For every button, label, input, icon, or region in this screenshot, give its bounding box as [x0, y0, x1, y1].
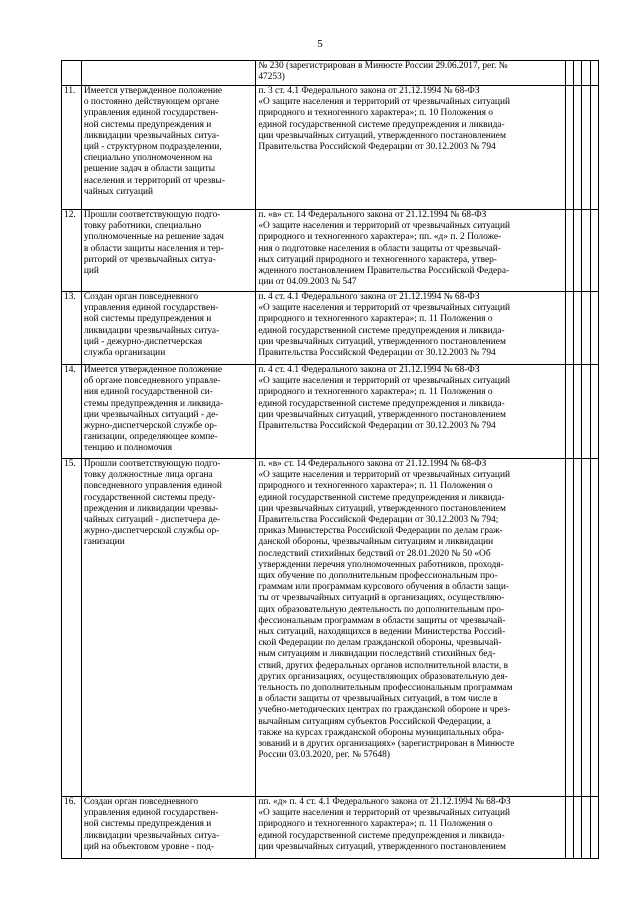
check-column-cell: [573, 292, 581, 365]
check-column-cell: [582, 365, 590, 459]
requirements-table: [61, 60, 599, 859]
check-column-cell: [582, 210, 590, 292]
check-column-cell: [565, 292, 573, 365]
table-row: [62, 210, 599, 292]
check-column-cell: [565, 61, 573, 86]
table-row: [62, 459, 599, 797]
row-number: 14.: [64, 365, 76, 375]
row-number: 13.: [64, 292, 76, 302]
row-number: 15.: [64, 459, 76, 469]
legal-reference-text: пп. «д» п. 4 ст. 4.1 Федерального закона от 21.12.1994 № 68-ФЗ «О защите населения и территорий от чрезвычайных ситуаций природного и техногенного характера»; п. 11 Положения о единой государственной системе предупреждения и ликвида- ции чрезвычайных ситуаций, утвержденного постановлением: [258, 797, 511, 852]
row-number: 16.: [64, 797, 76, 807]
table-row: [62, 797, 599, 859]
row-number: 12.: [64, 210, 76, 220]
check-column-cell: [565, 210, 573, 292]
check-column-cell: [565, 365, 573, 459]
requirement-text: Создан орган повседневного управления единой государствен- ной системы предупреждения и ликвидации чрезвычайных ситуа- ций - дежурно-диспетчерская служба организации: [83, 292, 220, 359]
check-column-cell: [582, 797, 590, 859]
check-column-cell: [565, 459, 573, 797]
row-number: 11.: [64, 86, 76, 96]
check-column-cell: [573, 210, 581, 292]
check-column-cell: [582, 86, 590, 210]
legal-reference-text: п. 4 ст. 4.1 Федерального закона от 21.12.1994 № 68-ФЗ «О защите населения и территорий от чрезвычайных ситуаций природного и техногенного характера»; п. 11 Положения о единой государственной системе предупреждения и ликвида- ции чрезвычайных ситуаций, утвержденного постановлением Правительства Российской Федерации от 30.12.2003 № 794: [258, 365, 510, 432]
check-column-cell: [582, 61, 590, 86]
check-column-cell: [590, 210, 598, 292]
page-number: 5: [317, 38, 323, 50]
legal-reference-text: п. 3 ст. 4.1 Федерального закона от 21.12.1994 № 68-ФЗ «О защите населения и территорий от чрезвычайных ситуаций природного и техногенного характера»; п. 10 Положения о единой государственной системе предупреждения и ликвида- ции чрезвычайных ситуаций, утвержденного постановлением Правительства Российской Федерации от 30.12.2003 № 794: [258, 86, 510, 153]
table-row: [62, 86, 599, 210]
check-column-cell: [590, 797, 598, 859]
check-column-cell: [582, 459, 590, 797]
legal-reference-text: № 230 (зарегистрирован в Минюсте России 29.06.2017, рег. № 47253): [258, 61, 508, 83]
check-column-cell: [573, 86, 581, 210]
check-column-cell: [565, 86, 573, 210]
requirement-text: Прошли соответствующую подго- товку должностные лица органа повседневного управления единой государственной системы преду- преждения и ликвидации чрезвы- чайных ситуаций - диспетчера де- журно-диспетчерской службы ор- ганизации: [83, 459, 222, 548]
table-row: [62, 61, 599, 86]
legal-reference-text: п. 4 ст. 4.1 Федерального закона от 21.12.1994 № 68-ФЗ «О защите населения и территорий от чрезвычайных ситуаций природного и техногенного характера»; п. 11 Положения о единой государственной системе предупреждения и ликвида- ции чрезвычайных ситуаций, утвержденного постановлением Правительства Российской Федерации от 30.12.2003 № 794: [258, 292, 510, 359]
legal-reference-text: п. «в» ст. 14 Федерального закона от 21.12.1994 № 68-ФЗ «О защите населения и территорий от чрезвычайных ситуаций природного и техногенного характера»; п. 11 Положения о единой государственной системе предупреждения и ликвида- ции чрезвычайных ситуаций, утвержденного постановлением Правительства Российской Федерации от 30.12.2003 № 794; приказ Министерства Российской Федерации по делам граж- данской обороны, чрезвычайным ситуациям и ликвидации последствий стихийных бедствий от 28.01.2020 № 50 «Об утверждении перечня уполномоченных работников, проходя- щих обучение по дополнительным профессиональным про- граммам или программам курсового обучения в области защи- ты от чрезвычайных ситуаций в организациях, осуществляю- щих образовательную деятельность по дополнительным про- фессиональным программам в области защиты от чрезвычай- ных ситуаций, находящихся в ведении Министерства Россий- ской Федерации по делам гражданской обороны, чрезвычай- ным ситуациям и ликвидации последствий стихийных бед- ствий, других федеральных органов исполнительной власти, в других организациях, осуществляющих образовательную дея- тельность по дополнительным профессиональным программам в области защиты от чрезвычайных ситуаций, в том числе в учебно-методических центрах по гражданской обороне и чрез- вычайным ситуациям субъектов Российской Федерации, а также на курсах гражданской обороны муниципальных обра- зований и в других организациях» (зарегистрирован в Минюсте России 03.03.2020, рег. № 57648): [258, 459, 515, 761]
check-column-cell: [565, 797, 573, 859]
check-column-cell: [590, 459, 598, 797]
table-row: [62, 365, 599, 459]
requirement-text: Создан орган повседневного управления единой государствен- ной системы предупреждения и ликвидации чрезвычайных ситуа- ций на объектовом уровне - под-: [83, 797, 220, 852]
check-column-cell: [573, 365, 581, 459]
requirement-text: Прошли соответствующую подго- товку работники, специально уполномоченные на решение задач в области защиты населения и тер- риторий от чрезвычайных ситуа- ций: [83, 210, 224, 277]
legal-reference-text: п. «в» ст. 14 Федерального закона от 21.12.1994 № 68-ФЗ «О защите населения и территорий от чрезвычайных ситуаций природного и техногенного характера»; пп. «д» п. 2 Положе- ния о подготовке населения в области защиты от чрезвычай- ных ситуаций природного и техногенного характера, утвер- жденного постановлением Правительства Российской Федера- ции от 04.09.2003 № 547: [258, 210, 510, 288]
check-column-cell: [590, 61, 598, 86]
requirement-text: Имеется утвержденное положение об органе повседневного управле- ния единой государственной си- стемы предупреждения и ликвида- ции чрезвычайных ситуаций - де- журно-диспетчерской службе ор- ганизации, определяющее компе- тенцию и полномочия: [83, 365, 224, 454]
check-column-cell: [590, 86, 598, 210]
requirement-text: Имеется утвержденное положение о постоянно действующем органе управления единой государствен- ной системы предупреждения и ликвидации чрезвычайных ситуа- ций - структурном подразделении, специально уполномоченном на решение задач в области защиты населения и территорий от чрезвы- чайных ситуаций: [83, 86, 225, 197]
table-row: [62, 292, 599, 365]
check-column-cell: [573, 797, 581, 859]
check-column-cell: [573, 61, 581, 86]
check-column-cell: [582, 292, 590, 365]
check-column-cell: [573, 459, 581, 797]
check-column-cell: [590, 365, 598, 459]
check-column-cell: [590, 292, 598, 365]
